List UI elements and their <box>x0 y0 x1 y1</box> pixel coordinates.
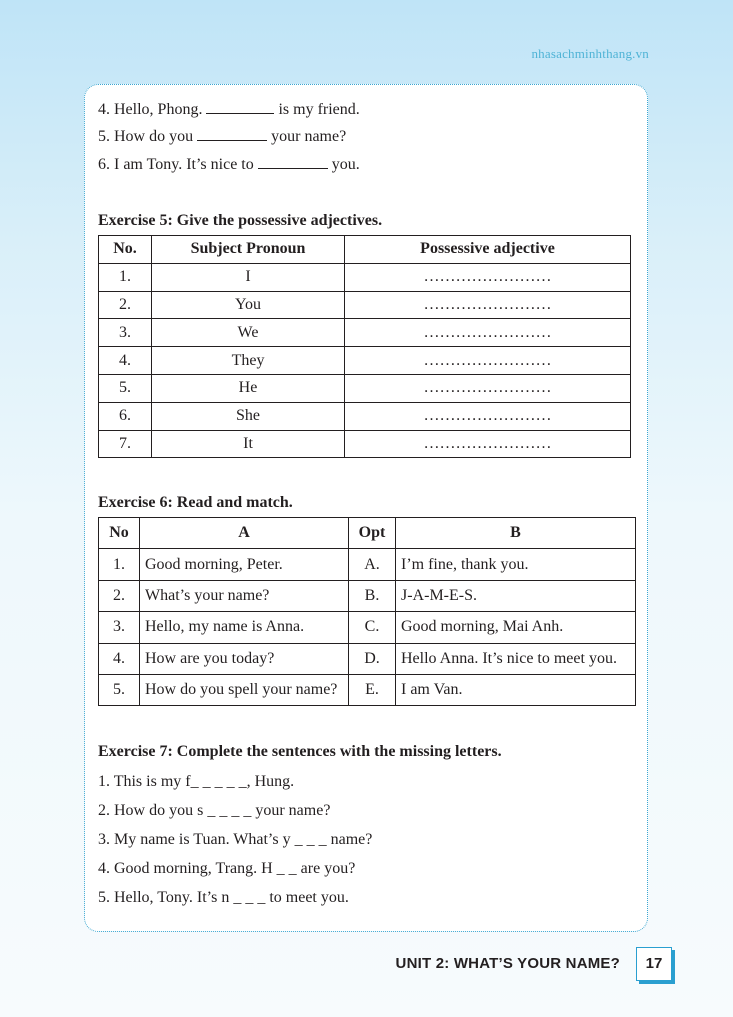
answer-blank <box>258 155 328 169</box>
unit-title: UNIT 2: WHAT’S YOUR NAME? <box>395 955 620 972</box>
table-row <box>99 347 631 375</box>
table-row <box>99 374 631 402</box>
cell: 3. <box>99 319 152 347</box>
exercise-6-table <box>98 517 636 706</box>
cell: 5. <box>99 674 140 705</box>
table-row <box>99 612 636 643</box>
cell: 1. <box>99 263 152 291</box>
col-header: Possessive adjective <box>345 236 631 264</box>
list-item: 5. Hello, Tony. It’s n _ _ _ to meet you. <box>98 889 349 906</box>
list-item: 1. This is my f_ _ _ _ _, Hung. <box>98 773 295 790</box>
cell: A. <box>349 549 396 580</box>
sentence-5 <box>98 127 346 147</box>
col-header: No. <box>99 236 152 264</box>
cell: B. <box>349 580 396 611</box>
sentence-text: 5. How do you <box>98 128 198 145</box>
col-header: No <box>99 518 140 549</box>
cell: 2. <box>99 291 152 319</box>
page-number: 17 <box>636 947 672 981</box>
table-row <box>99 549 636 580</box>
table-row <box>99 319 631 347</box>
exercise-7-title: Exercise 7: Complete the sentences with the missing letters. <box>98 743 502 760</box>
cell: 5. <box>99 374 152 402</box>
cell: Good morning, Peter. <box>140 549 349 580</box>
cell: Hello Anna. It’s nice to meet you. <box>396 643 636 674</box>
cell: How do you spell your name? <box>140 674 349 705</box>
cell: 7. <box>99 430 152 458</box>
answer-cell: …………………… <box>345 402 631 430</box>
table-row <box>99 263 631 291</box>
table-row <box>99 430 631 458</box>
col-header: B <box>396 518 636 549</box>
cell: You <box>152 291 345 319</box>
cell: How are you today? <box>140 643 349 674</box>
answer-cell: …………………… <box>345 374 631 402</box>
sentence-text: your name? <box>267 128 347 145</box>
sentence-4 <box>98 100 360 120</box>
cell: 1. <box>99 549 140 580</box>
cell: He <box>152 374 345 402</box>
cell: E. <box>349 674 396 705</box>
answer-cell: …………………… <box>345 430 631 458</box>
answer-blank <box>197 127 267 141</box>
exercise-5-title: Exercise 5: Give the possessive adjectives. <box>98 212 383 229</box>
site-url: nhasachminhthang.vn <box>531 46 649 61</box>
table-row <box>99 402 631 430</box>
list-item: 2. How do you s _ _ _ _ your name? <box>98 802 331 819</box>
exercise-5-table <box>98 235 631 458</box>
cell: Good morning, Mai Anh. <box>396 612 636 643</box>
list-item: 3. My name is Tuan. What’s y _ _ _ name? <box>98 831 373 848</box>
col-header: A <box>140 518 349 549</box>
col-header: Subject Pronoun <box>152 236 345 264</box>
cell: We <box>152 319 345 347</box>
table-row <box>99 291 631 319</box>
table-row <box>99 580 636 611</box>
answer-cell: …………………… <box>345 347 631 375</box>
cell: 4. <box>99 347 152 375</box>
cell: I am Van. <box>396 674 636 705</box>
sentence-text: you. <box>327 156 360 173</box>
cell: J-A-M-E-S. <box>396 580 636 611</box>
cell: They <box>152 347 345 375</box>
cell: 2. <box>99 580 140 611</box>
answer-cell: …………………… <box>345 319 631 347</box>
sentence-6 <box>98 155 360 175</box>
cell: What’s your name? <box>140 580 349 611</box>
cell: I <box>152 263 345 291</box>
cell: 4. <box>99 643 140 674</box>
answer-blank <box>206 100 274 114</box>
list-item: 4. Good morning, Trang. H _ _ are you? <box>98 860 356 877</box>
sentence-text: 6. I am Tony. It’s nice to <box>98 156 258 173</box>
sentence-text: is my friend. <box>274 101 360 118</box>
cell: C. <box>349 612 396 643</box>
table-row <box>99 643 636 674</box>
table-header-row <box>99 236 631 264</box>
col-header: Opt <box>349 518 396 549</box>
cell: Hello, my name is Anna. <box>140 612 349 643</box>
answer-cell: …………………… <box>345 263 631 291</box>
cell: D. <box>349 643 396 674</box>
cell: 6. <box>99 402 152 430</box>
table-header-row <box>99 518 636 549</box>
exercise-6-title: Exercise 6: Read and match. <box>98 494 293 511</box>
answer-cell: …………………… <box>345 291 631 319</box>
sentence-text: 4. Hello, Phong. <box>98 101 207 118</box>
cell: I’m fine, thank you. <box>396 549 636 580</box>
cell: She <box>152 402 345 430</box>
cell: 3. <box>99 612 140 643</box>
cell: It <box>152 430 345 458</box>
table-row <box>99 674 636 705</box>
